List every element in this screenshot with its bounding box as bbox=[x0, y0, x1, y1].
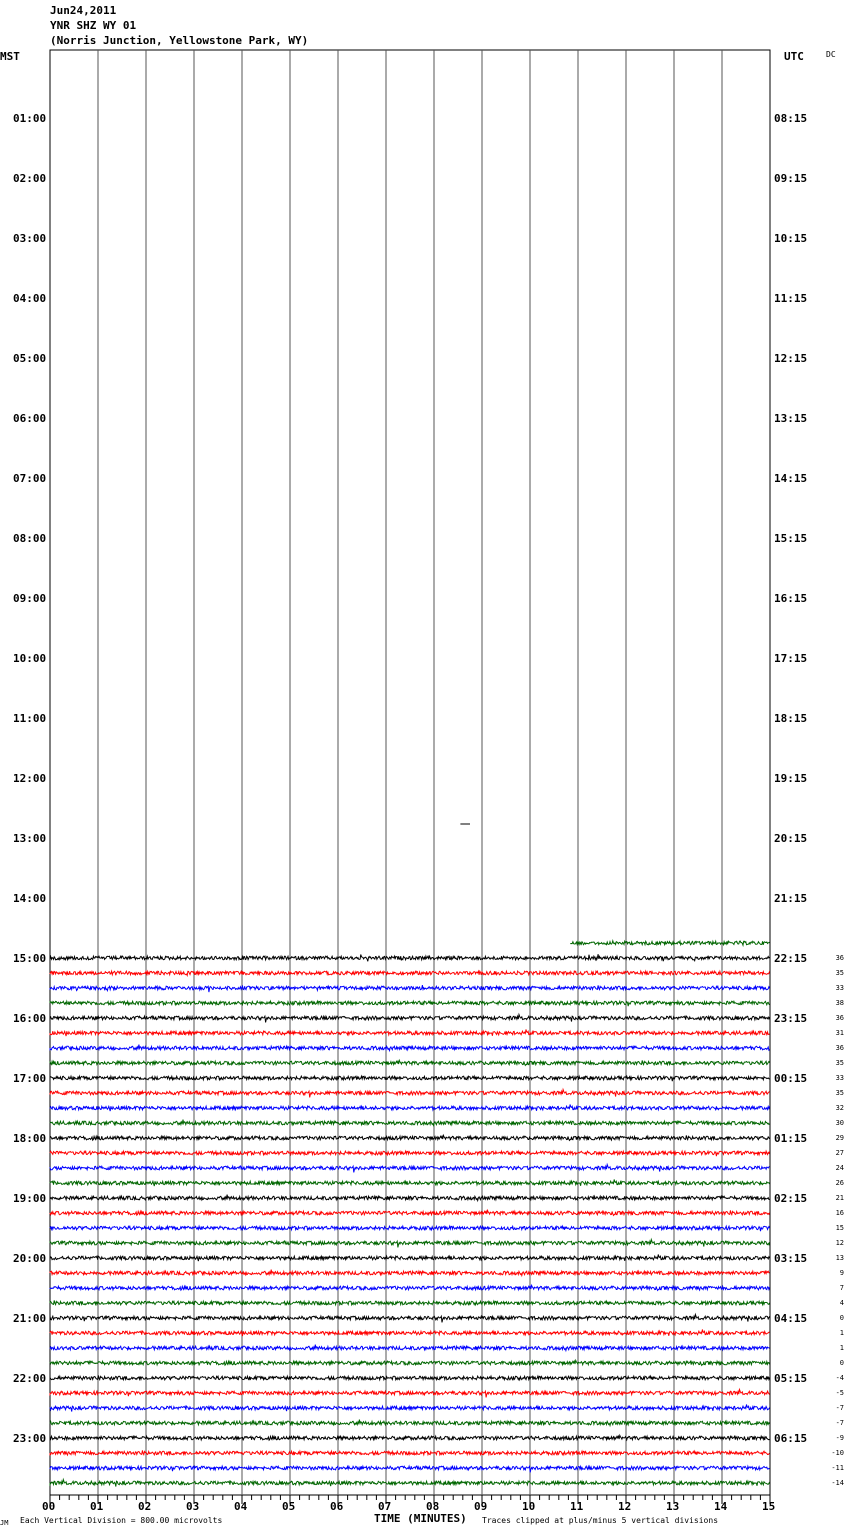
trace-value-label: -7 bbox=[835, 1419, 844, 1427]
left-time-label: 03:00 bbox=[13, 232, 47, 245]
seismic-trace bbox=[50, 1226, 770, 1231]
trace-value-label: -5 bbox=[835, 1389, 844, 1397]
seismic-trace bbox=[50, 1285, 770, 1290]
x-tick-label: 07 bbox=[378, 1500, 392, 1513]
left-time-label: 07:00 bbox=[13, 472, 47, 485]
x-tick-label: 09 bbox=[474, 1500, 488, 1513]
right-time-label: 20:15 bbox=[774, 832, 808, 845]
trace-value-label: 12 bbox=[835, 1239, 844, 1247]
trace-value-label: 0 bbox=[839, 1314, 844, 1322]
seismic-trace bbox=[50, 1405, 770, 1412]
right-time-label: 21:15 bbox=[774, 892, 808, 905]
seismic-trace bbox=[50, 1330, 770, 1337]
seismic-trace bbox=[50, 1015, 770, 1023]
seismic-trace bbox=[50, 1270, 770, 1276]
left-time-label: 02:00 bbox=[13, 172, 47, 185]
trace-value-label: 32 bbox=[835, 1104, 844, 1112]
trace-value-label: 30 bbox=[835, 1119, 844, 1127]
trace-value-label: 15 bbox=[835, 1224, 844, 1232]
scale-note: Each Vertical Division = 800.00 microvolts bbox=[20, 1516, 223, 1525]
record-date: Jun24,2011 bbox=[50, 4, 117, 17]
trace-value-label: 16 bbox=[835, 1209, 844, 1217]
seismic-trace bbox=[50, 1076, 770, 1081]
trace-value-label: 36 bbox=[835, 1014, 844, 1022]
left-time-label: 23:00 bbox=[13, 1432, 47, 1445]
corner-mark: JM bbox=[0, 1519, 9, 1527]
seismic-trace bbox=[50, 1060, 770, 1065]
seismic-trace bbox=[50, 1180, 770, 1187]
trace-value-label: 29 bbox=[835, 1134, 844, 1142]
trace-value-label: 35 bbox=[835, 1059, 844, 1067]
dc-label: DC bbox=[826, 50, 836, 59]
x-tick-label: 01 bbox=[90, 1500, 104, 1513]
trace-value-label: 27 bbox=[835, 1149, 844, 1157]
left-time-label: 09:00 bbox=[13, 592, 47, 605]
right-time-label: 05:15 bbox=[774, 1372, 808, 1385]
right-time-label: 08:15 bbox=[774, 112, 808, 125]
trace-value-label: 4 bbox=[839, 1299, 844, 1307]
right-time-label: 04:15 bbox=[774, 1312, 808, 1325]
trace-value-label: -10 bbox=[831, 1449, 844, 1457]
right-time-label: 10:15 bbox=[774, 232, 808, 245]
seismic-trace bbox=[50, 1090, 770, 1098]
left-time-label: 20:00 bbox=[13, 1252, 47, 1265]
x-tick-label: 02 bbox=[138, 1500, 152, 1513]
right-time-label: 06:15 bbox=[774, 1432, 808, 1445]
left-time-label: 18:00 bbox=[13, 1132, 47, 1145]
seismic-trace bbox=[50, 954, 770, 961]
station-code: YNR SHZ WY 01 bbox=[50, 19, 137, 32]
seismic-trace bbox=[50, 1240, 770, 1248]
right-time-label: 12:15 bbox=[774, 352, 808, 365]
right-timezone-label: UTC bbox=[784, 50, 804, 63]
station-location: (Norris Junction, Yellowstone Park, WY) bbox=[50, 34, 309, 47]
right-time-label: 22:15 bbox=[774, 952, 808, 965]
trace-value-label: 33 bbox=[835, 1074, 844, 1082]
right-time-label: 19:15 bbox=[774, 772, 808, 785]
left-time-label: 06:00 bbox=[13, 412, 47, 425]
seismic-trace bbox=[50, 1360, 770, 1365]
trace-value-label: -7 bbox=[835, 1404, 844, 1412]
x-tick-label: 11 bbox=[570, 1500, 584, 1513]
x-tick-label: 12 bbox=[618, 1500, 632, 1513]
trace-value-label: 21 bbox=[835, 1194, 844, 1202]
trace-value-label: 0 bbox=[839, 1359, 844, 1367]
left-time-label: 16:00 bbox=[13, 1012, 47, 1025]
x-tick-label: 04 bbox=[234, 1500, 248, 1513]
left-time-label: 08:00 bbox=[13, 532, 47, 545]
x-tick-label: 00 bbox=[42, 1500, 56, 1513]
x-tick-label: 08 bbox=[426, 1500, 440, 1513]
trace-value-label: 36 bbox=[835, 954, 844, 962]
left-timezone-label: MST bbox=[0, 50, 20, 63]
left-time-label: 14:00 bbox=[13, 892, 47, 905]
right-time-label: 18:15 bbox=[774, 712, 808, 725]
seismic-trace bbox=[50, 1135, 770, 1140]
right-time-label: 17:15 bbox=[774, 652, 808, 665]
trace-value-label: 35 bbox=[835, 1089, 844, 1097]
seismic-trace bbox=[50, 1195, 770, 1201]
seismic-trace bbox=[50, 1345, 770, 1351]
seismic-trace bbox=[50, 1105, 770, 1112]
x-tick-label: 13 bbox=[666, 1500, 680, 1513]
left-time-label: 04:00 bbox=[13, 292, 47, 305]
seismic-trace bbox=[50, 1300, 770, 1305]
plot-frame bbox=[50, 50, 770, 1495]
trace-value-label: 26 bbox=[835, 1179, 844, 1187]
left-time-label: 21:00 bbox=[13, 1312, 47, 1325]
seismic-trace bbox=[50, 1001, 770, 1006]
right-time-label: 11:15 bbox=[774, 292, 808, 305]
seismic-trace bbox=[50, 1480, 770, 1487]
right-time-label: 09:15 bbox=[774, 172, 808, 185]
left-time-label: 12:00 bbox=[13, 772, 47, 785]
seismic-trace bbox=[50, 1375, 770, 1380]
left-time-label: 17:00 bbox=[13, 1072, 47, 1085]
seismic-trace bbox=[571, 941, 770, 945]
x-tick-label: 03 bbox=[186, 1500, 200, 1513]
seismic-trace bbox=[50, 971, 770, 975]
seismic-trace bbox=[50, 1151, 770, 1156]
trace-value-label: 7 bbox=[839, 1284, 844, 1292]
trace-value-label: 13 bbox=[835, 1254, 844, 1262]
left-time-label: 11:00 bbox=[13, 712, 47, 725]
trace-value-label: 9 bbox=[839, 1269, 844, 1277]
seismic-trace bbox=[50, 1210, 770, 1215]
trace-value-label: -9 bbox=[835, 1434, 844, 1442]
left-time-label: 22:00 bbox=[13, 1372, 47, 1385]
trace-value-label: 33 bbox=[835, 984, 844, 992]
right-time-label: 01:15 bbox=[774, 1132, 808, 1145]
seismic-trace bbox=[50, 1420, 770, 1426]
seismic-trace bbox=[50, 985, 770, 992]
trace-value-label: -4 bbox=[835, 1374, 844, 1382]
left-time-label: 15:00 bbox=[13, 952, 47, 965]
clip-note: Traces clipped at plus/minus 5 vertical divisions bbox=[482, 1516, 719, 1525]
trace-value-label: 31 bbox=[835, 1029, 844, 1037]
right-time-label: 00:15 bbox=[774, 1072, 808, 1085]
x-tick-label: 10 bbox=[522, 1500, 536, 1513]
seismic-trace bbox=[50, 1045, 770, 1051]
x-tick-label: 14 bbox=[714, 1500, 728, 1513]
right-time-label: 15:15 bbox=[774, 532, 808, 545]
trace-value-label: 38 bbox=[835, 999, 844, 1007]
right-time-label: 14:15 bbox=[774, 472, 808, 485]
left-time-label: 01:00 bbox=[13, 112, 47, 125]
seismic-trace bbox=[50, 1450, 770, 1455]
seismic-trace bbox=[50, 1030, 770, 1037]
trace-value-label: -14 bbox=[831, 1479, 844, 1487]
right-time-label: 03:15 bbox=[774, 1252, 808, 1265]
trace-value-label: 35 bbox=[835, 969, 844, 977]
trace-value-label: 36 bbox=[835, 1044, 844, 1052]
right-time-label: 16:15 bbox=[774, 592, 808, 605]
seismic-trace bbox=[50, 1120, 770, 1126]
seismic-trace bbox=[50, 1390, 770, 1398]
x-tick-label: 06 bbox=[330, 1500, 344, 1513]
x-tick-label: 05 bbox=[282, 1500, 296, 1513]
left-time-label: 13:00 bbox=[13, 832, 47, 845]
trace-value-label: 24 bbox=[835, 1164, 844, 1172]
seismic-trace bbox=[50, 1466, 770, 1472]
left-time-label: 10:00 bbox=[13, 652, 47, 665]
trace-value-label: -11 bbox=[831, 1464, 844, 1472]
right-time-label: 02:15 bbox=[774, 1192, 808, 1205]
right-time-label: 13:15 bbox=[774, 412, 808, 425]
trace-value-label: 1 bbox=[839, 1344, 844, 1352]
seismic-trace bbox=[50, 1165, 770, 1173]
x-axis-title: TIME (MINUTES) bbox=[374, 1512, 467, 1525]
seismic-trace bbox=[50, 1315, 770, 1323]
seismic-trace bbox=[50, 1435, 770, 1440]
seismic-trace bbox=[50, 1255, 770, 1262]
x-tick-label: 15 bbox=[762, 1500, 776, 1513]
right-time-label: 23:15 bbox=[774, 1012, 808, 1025]
trace-value-label: 1 bbox=[839, 1329, 844, 1337]
left-time-label: 19:00 bbox=[13, 1192, 47, 1205]
left-time-label: 05:00 bbox=[13, 352, 47, 365]
